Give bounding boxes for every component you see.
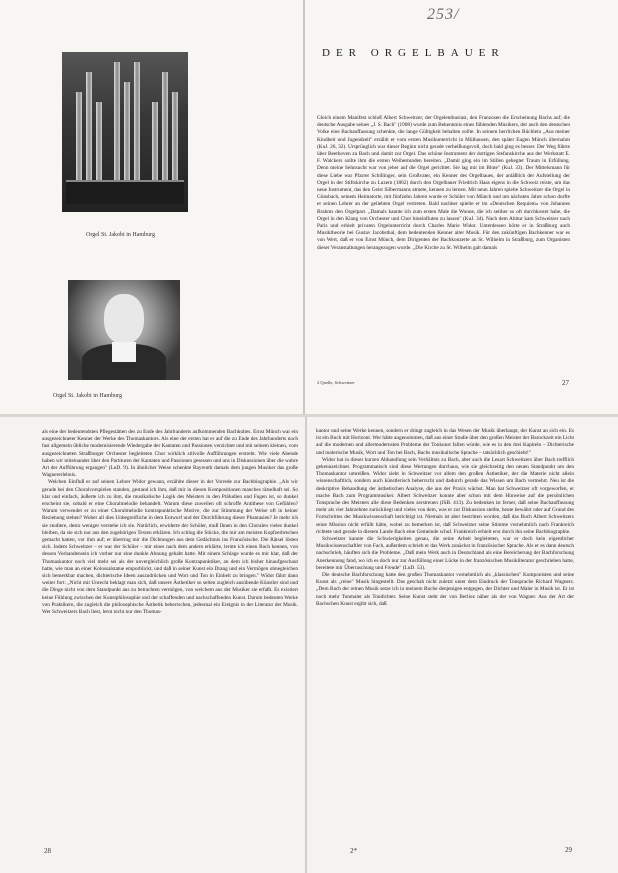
paragraph: Welchen Einfluß er auf seinen Lehrer Widor gewann, erzählte dieser in der Vorrede zur Bachbiographie. „Als wir gerade bei den Choralvorspielen standen, gestand ich ihm, daß mir in diesen Kompositionen manches rätselhaft sei. So klar und einfach, äußerte ich zu ihm, die musikalische Logik des Meisters in den Präludien und Fugen ist, so dunkel erscheint sie, sobald er eine Choralmelodie behandelt. Warum diese zuweilen oft schroffe Antithese von Gefühlen? Warum verwendet er zu einer Choralmelodie kontrapunktische Motive, die zur Stimmung der Weise oft in keiner Beziehung stehen? Woher all dies Unbegreifliche in dem Entwurf und der Durchführung dieser Phantasien? Je mehr ich sie studiere, desto weniger verstehe ich sie. Natürlich, erwiderte der Schüler, muß Ihnen in den Choralen vieles dunkel bleiben, da sie sich nur aus den zugehörigen Texten erklären. Ich schlug die Stücke, die mir am meisten Kopfzerbrechen gemacht hatten, vor ihm auf; er übertrug mir die Dichtungen aus dem Gedächtnis ins Französische. Die Rätsel lösten sich. Indem Schweitzer – er war der Schüler – mir eines nach dem andern erklärte, lernte ich einen Bach kennen, von dessen Vorhandensein ich vorher nur eine dunkle Ahnung gehabt hatte. Mit einem Schlage wurde es mir klar, daß der Thomaskantor noch viel mehr sei als der unvergleichlich große Kontrapunktiker, an dem ich bisher hinaufgeschaut hatte, wie man an einer Kolossalstatue emporblickt, und daß in seiner Kunst ein Drang und ein Vermögen ohnegleichen sich bemerkbar machen, dichterische Ideen auszudrücken und Wort und Ton in Einheit zu bringen." Widor fährt dann weiter fort: „Nicht mit Unrecht beklagt man sich, daß unsere Ästhetiker so selten zugleich ausübende Künstler sind und die Dinge nicht von dem Standpunkt aus zu betrachten vermögen, von welchem aus der Musiker sie erfaßt. Es existiert keine Fühlung zwischen der Kunstphilosophie und der schaffenden und nachschaffenden Kunst. Darum bedeuten Werke von Praktikern, die zugleich die philosophische Ästhetik beherrschen, jedesmal ein Ereignis in der Literatur der Musik. Wer Schweitzers Bach liest, lernt nicht nur den Thomas- [42, 479, 298, 616]
paragraph: Widor hat in dieser kurzen Abhandlung sein Verhältnis zu Bach, aber auch die Lesart Schweitzers über Bach trefflich gekennzeichnet. Programmatisch sind diese Wertungen durchaus, wie sie gleichzeitig den neuen Standpunkt um den Thomaskantor umreißen. Widor sieht in Schweitzer vor allem den großen Ästhetiker, der die Materie nicht allein wissenschaftlich, sondern auch künstlerisch beherrscht und dadurch gerade das Wissen um Bach vermehrt. Neu ist die deskriptive Behandlung der ästhetischen Analyse, die aus der Praxis wächst. Man hat Schweitzer oft vorgeworfen, er mache Bach zum Programmusiker. Albert Schweitzer konnte aber schon mit dem Hinweise auf die persönlichen Tonsprache des Meisters alle diese Bedenken zerstreuen (JSB. 413). Zu bedenken ist ferner, daß seine Bachauffassung mehr als vier Jahrzehnte zurückliegt und vieles von dem, was er zur Diskussion stellte, heute bewährt oder auf Grund des Fortschrittes der Musikwissenschaft berichtigt ist. Niemals ist aber bestritten worden, daß das Buch Albert Schweitzers seine Mission nicht erfüllt hätte, wobei zu bemerken ist, daß Schweitzer seine Stimme vornehmlich nach Frankreich richtete und gerade in diesem Lande Bach eine Gemeinde schuf. Frankreich erhielt erst durch ihn seine Bachbiographie. [316, 456, 574, 535]
portrait-photo [68, 280, 180, 380]
paragraph: als eine der bedeutendsten Pflegestätten des zu Ende des Jahrhunderts aufkommenden Bachkultes. Ernst Münch war ein ausgezeichneter Kenner der Werke des Thomaskantors. Als eine der ersten hat er auf die zu Ende des Jahrhunderts noch fast allgemein übliche modernisierende Wiedergabe der Kantaten und Passionen verzichtet und mit seinem kleinen, vom ausgezeichneten Straßburger Orchester begleiteten Chor wirklich stilvolle Aufführungen erstrebt. Wie viele Abende haben wir miteinander über den Partituren der Kantaten und Passionen gesessen und uns in Diskussionen über die wahre Art der Aufführung ergangen" (LuD. 9). In ähnlicher Weise schenkte Bayreuth damals dem jungen Musiker das große Wagnererlebnis. [42, 429, 298, 479]
text-column-lower-left [42, 429, 298, 831]
portrait-caption: Orgel St. Jakobi in Hamburg [53, 393, 122, 399]
page-number-bottom-right: 29 [565, 846, 572, 854]
archive-mark: 253/ [427, 6, 460, 23]
page-number-top-right: 27 [562, 379, 569, 387]
paragraph: Schweitzer kannte die Schwierigkeiten genau, die seine Arbeit begleiteten, war er doch kein eigentlicher Musikwissenschaftler von Fach, außerdem schrieb er das Werk zunächst in französischer Sprache. Als er es dann deutsch nachschrieb, häuften sich die Probleme. „Daß mein Werk auch in Deutschland als eine Bereicherung der Bachforschung Anerkennung fand, wo ich es doch nur zur Ausfüllung einer Lücke in der französischen Musikliteratur geschrieben hatte, bereitete mir Überraschung und Freude" (LuD. 53). [316, 536, 574, 571]
text-column-lower-right [316, 428, 574, 833]
page-fold [0, 414, 618, 417]
paragraph: kantor und seine Werke kennen, sondern er dringt zugleich in das Wesen der Musik überhaupt, der Kunst an sich ein. Es ist ein Buch mit Horizont. Wer hätte angenommen, daß aus einer Studie über den großen Meister der Barockzeit ein Licht auf die modernen und allermodernsten Probleme der Tonkunst fallen würde, wie es in den drei Kapiteln – Dichterische und malerische Musik, Wort und Ton bei Bach, Bachs musikalische Sprache – tatsächlich geschieht!" [316, 428, 574, 456]
gutter-bottom [305, 416, 307, 873]
gutter-top [303, 0, 305, 416]
organ-caption: Orgel St. Jakobi in Hamburg [86, 232, 155, 238]
text-column-upper [317, 115, 570, 363]
paragraph: Gleich einem Manifest schloß Albert Schweitzer, der Orgelenthusiast, den Franzosen die Erscheinung Bachs auf; die deutsche Ausgabe seines „J. S. Bach" (1908) wurde zum Bekenntnis eines fühlenden Musikers, der auch den deutschen Volke eine Bachauffassung schenkte, die lange Gültigkeit behalten sollte. In seinem herrlichen Büchlein „Aus meiner Kindheit und Jugendzeit" erzählt er vom ersten Musikunterricht in Mülhausen, den später Eugen Münch übernahm (KuJ. 26, 32). Ursprünglich war dieser Beginn nicht gerade verheißungsvoll, doch bald ging es besser. Der Weg führte über Beethoven zu Bach und damit zur Orgel. Das schöne Instrument der dortigen Stefanskirche aus der Werkstatt E. F. Walckers sollte ihm die ersten Weihestunden bereiten. „Damit ging ein im Stillen gehegter Traum in Erfüllung. Denn meine Sehnsucht war von jeher auf die Orgel gerichtet. Sie lag mir im Blute" (KuJ. 33). Der Mittelsmann für diese Liebe war Pfarrer Schillinger, sein Großvater, ein Kenner des Orgelbaues, der anläßlich der Aufstellung der Orgel in der Stiftskirche zu Luzern (1862) durch den Orgelbauer Friedrich Haas eigens in die Schweiz reiste, um das neue Instrument, das den Geist Silbermanns atmete, kennen zu lernen. Mit neun Jahren spielte Schweitzer die Orgel in Günsbach, seinem Heimatorte, mit fünfzehn Jahren wurde er Schüler von Münch und um nächsten Jahre schon durfte er seinen Lehrer an der geliebten Orgel vertreten. Bald nachher spielte er im »Deutschen Requiem« von Johannes Brahms den Orgelpart. „Damals kannte ich zum ersten Male die Wonne, die ich seither so oft durchkostet habe, die Orgel in den Klang von Orchester und Chor hineinfluten zu lassen" (KuJ. 34). Nach dem Abitur kam Schweitzer nach Paris und erhielt privaten Orgelunterricht durch Charles Marie Widor. Unterdessen hörte er in Straßburg auch Musiktheorie bei Gustav Jacobsthal, dem bedeutenden Kenner alter Musik. Für den zukünftigen Bachkenner war es von Wert, daß er von Ernst Münch, dem Dirigenten der Bachkonzerte an St. Wilhelm in Straßburg, zum Organisten dieser Veranstaltungen herangezogen wurde. „Die Kirche zu St. Wilhelm galt damals [317, 115, 570, 251]
paragraph: Die deutsche Bachforschung hatte den großen Thomaskantor vornehmlich als „klassischen" Komponisten und seine Kunst als „reine" Musik hingestellt. Das geschah nicht zuletzt unter dem Eindruck der Tonsprache Richard Wagners. „Dem Bach der reinen Musik setze ich in meinem Buche denjenigen entgegen, der Dichter und Maler in Musik ist. Er ist noch mehr Tonmaler als Tondichter. Seine Kunst steht der von Berlioz näher als der von Wagner. Aus der Art der Bachschen Kunst ergibt sich, daß [316, 572, 574, 607]
running-head: DER ORGELBAUER [322, 47, 505, 59]
page-number-bottom-center: 2* [350, 847, 357, 855]
organ-photo [62, 52, 188, 212]
footnote: 2 Quelle, Schweitzer [317, 380, 355, 385]
page-number-bottom-left: 28 [44, 847, 51, 855]
